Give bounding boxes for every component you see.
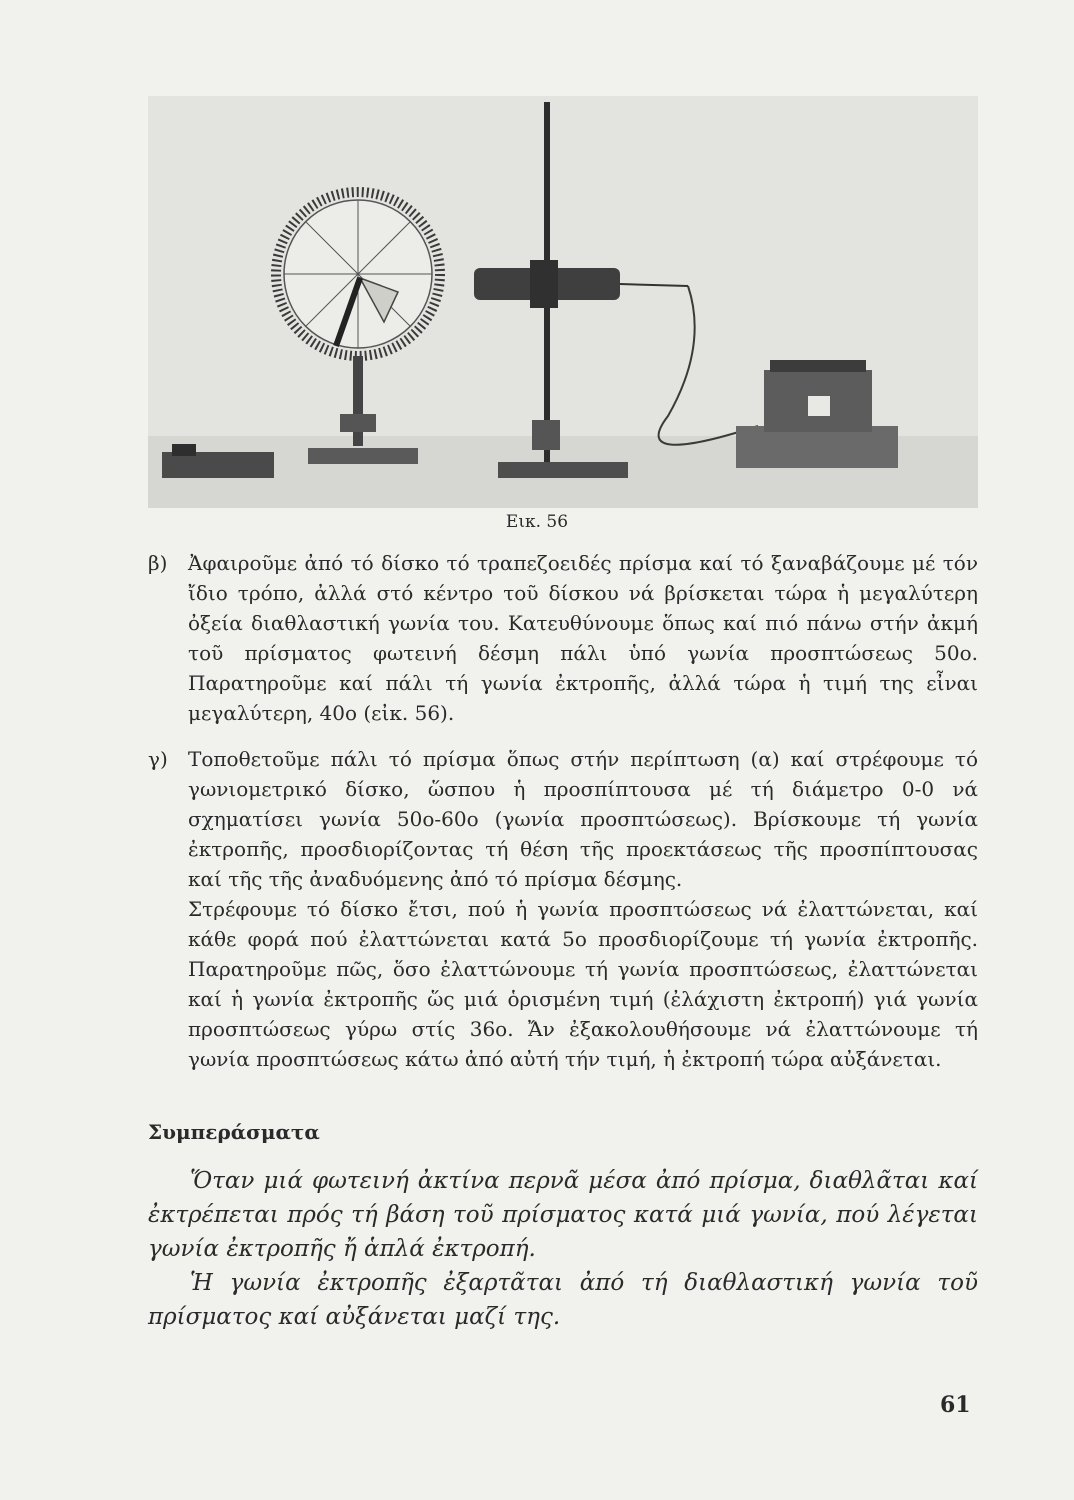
conclusion-text-1: Ὅταν μιά φωτεινή ἀκτίνα περνᾶ μέσα ἀπό πρίσμα, διαθλᾶται καί ἐκτρέπεται πρός τή βάση τοῦ πρίσματος κατά μιά γωνία, πού λέγεται γωνία ἐκτροπῆς ἤ ἁπλά ἐκτροπή.	[148, 1168, 978, 1262]
paragraph-b	[148, 548, 978, 728]
paragraph-g-label: γ)	[148, 747, 168, 771]
paragraph-g	[148, 744, 978, 1074]
conclusion-text-2: Ἡ γωνία ἐκτροπῆς ἐξαρτᾶται ἀπό τή διαθλαστική γωνία τοῦ πρίσματος καί αὐξάνεται μαζί της.	[148, 1270, 978, 1330]
conclusion-statement-1	[148, 1164, 978, 1266]
paragraph-b-label: β)	[148, 551, 168, 575]
figure-caption: Εικ. 56	[505, 512, 569, 532]
conclusions-heading: Συμπεράσματα	[148, 1120, 320, 1144]
page-number: 61	[940, 1392, 971, 1418]
paragraph-b-text: Ἀφαιροῦμε ἀπό τό δίσκο τό τραπεζοειδές πρίσμα καί τό ξαναβάζουμε μέ τόν ἴδιο τρόπο, ἀλλά στό κέντρο τοῦ δίσκου νά βρίσκεται τώρα ἡ μεγαλύτερη ὀξεία διαθλαστική γωνία του. Κατευθύνουμε ὅπως καί πιό πάνω στήν ἀκμή τοῦ πρίσματος φωτεινή δέσμη πάλι ὑπό γωνία προσπτώσεως 50ο. Παρατηροῦμε καί πάλι τή γωνία ἐκτροπῆς, ἀλλά τώρα ἡ τιμή της εἶναι μεγαλύτερη, 40ο (εἰκ. 56).	[188, 551, 978, 725]
conclusion-statement-2	[148, 1266, 978, 1334]
optical-disk-apparatus-photo	[148, 96, 978, 508]
apparatus-photo	[148, 96, 978, 508]
paragraph-g-text-2: Στρέφουμε τό δίσκο ἔτσι, πού ἡ γωνία προσπτώσεως νά ἐλαττώνεται, καί κάθε φορά πού ἐλαττώνεται κατά 5ο προσδιορίζουμε τή γωνία ἐκτροπῆς. Παρατηροῦμε πῶς, ὅσο ἐλαττώνουμε τή γωνία προσπτώσεως, ἐλαττώνεται καί ἡ γωνία ἐκτροπῆς ὥς μιά ὁρισμένη τιμή (ἐλάχιστη ἐκτροπή) γιά γωνία προσπτώσεως γύρω στίς 36ο. Ἄν ἐξακολουθήσουμε νά ἐλαττώνουμε τή γωνία προσπτώσεως κάτω ἀπό αὐτή τήν τιμή, ἡ ἐκτροπή τώρα αὐξάνεται.	[188, 897, 978, 1071]
paragraph-g-text-1: Τοποθετοῦμε πάλι τό πρίσμα ὅπως στήν περίπτωση (α) καί στρέφουμε τό γωνιομετρικό δίσκο, ὥσπου ἡ προσπίπτουσα μέ τή διάμετρο 0-0 νά σχηματίσει γωνία 50ο-60ο (γωνία προσπτώσεως). Βρίσκουμε τή γωνία ἐκτροπῆς, προσδιορίζοντας τή θέση τῆς προεκτάσεως τῆς προσπίπτουσας καί τῆς τῆς ἀναδυόμενης ἀπό τό πρίσμα δέσμης.	[188, 747, 978, 891]
